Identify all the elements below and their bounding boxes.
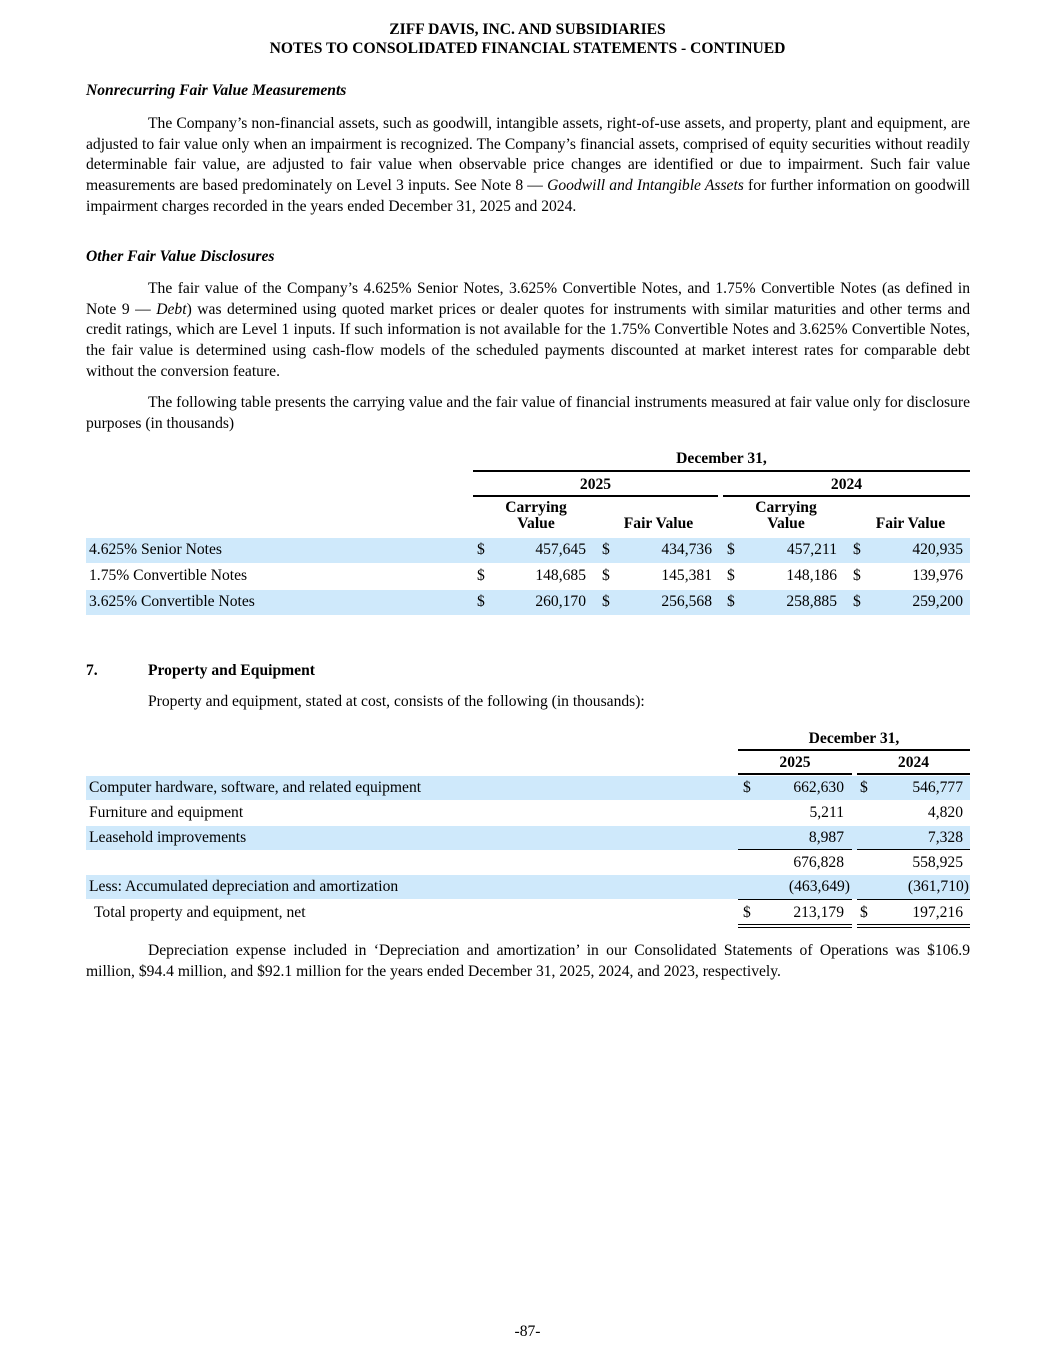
table-row: Computer hardware, software, and related equipment $ 662,630 $ 546,777 <box>86 776 970 800</box>
fv-year-2025: 2025 <box>473 476 718 497</box>
page-number: -87- <box>514 1323 541 1340</box>
depreciation-footnote: Depreciation expense included in ‘Depreciation and amortization’ in our Consolidated Statements of Operations was $106.9 million, $94.4 million, and $92.1 million for the years ended December 31, 2025, 2024, and 2023, respectively. <box>86 942 970 980</box>
table-row: 676,828 558,925 <box>793 854 963 871</box>
table-row: Total property and equipment, net $ 213,179 $ 197,216 <box>94 904 963 921</box>
fv-carrying-value-2025-header: Carrying Value <box>505 499 567 532</box>
other-disclosures-paragraph: The fair value of the Company’s 4.625% Senior Notes, 3.625% Convertible Notes, and 1.75% Convertible Notes (as defined in Note 9 — Debt) was determined using quoted market prices or dealer quotes for instruments with similar maturities and other terms and credit ratings, which are Level 1 inputs. If such information is not available for the 1.75% Convertible Notes and 3.625% Convertible Notes, the fair value is determined using cash-flow models of the scheduled payments discounted at market interest rates for comparable debt without the conversion feature. <box>86 280 970 380</box>
table-row: Furniture and equipment 5,211 4,820 <box>89 804 963 821</box>
ppe-year-2024: 2024 <box>857 754 970 775</box>
subtotal-rule-2025 <box>738 849 852 850</box>
report-header <box>0 21 1055 58</box>
fv-fair-value-2025-header: Fair Value <box>623 515 694 532</box>
table-row: Leasehold improvements 8,987 7,328 <box>86 826 970 850</box>
table-row: Less: Accumulated depreciation and amortization (463,649) (361,710) <box>86 875 970 899</box>
section-number: 7. <box>86 662 98 679</box>
nonrecurring-heading: Nonrecurring Fair Value Measurements <box>86 82 347 99</box>
nonrecurring-paragraph: The Company’s non-financial assets, such as goodwill, intangible assets, right-of-use assets, and property, plant and equipment, are adjusted to fair value only when an impairment is recognized. The Company’s financial assets, comprised of equity securities without readily determinable fair value, are adjusted to fair value when observable price changes are identified or due to impairment. Such fair value measurements are based predominately on Level 3 inputs. See Note 8 — Goodwill and Intangible Assets for further information on goodwill impairment charges recorded in the years ended December 31, 2025 and 2024. <box>86 115 971 215</box>
ppe-intro: Property and equipment, stated at cost, consists of the following (in thousands): <box>148 693 645 710</box>
subtotal-rule-2024 <box>857 849 970 850</box>
ppe-period-header: December 31, <box>738 730 970 751</box>
table-row: 4.625% Senior Notes $ 457,645 $ 434,736 $ 457,211 $ 420,935 <box>86 538 970 563</box>
table-row: 1.75% Convertible Notes $ 148,685 $ 145,381 $ 148,186 $ 139,976 <box>89 567 963 584</box>
total-top-rule-2025 <box>738 899 852 900</box>
fv-carrying-value-2024-header: Carrying Value <box>755 499 817 532</box>
section-subtitle: NOTES TO CONSOLIDATED FINANCIAL STATEMENTS - CONTINUED <box>269 40 786 57</box>
total-top-rule-2024 <box>857 899 970 900</box>
table-row: 3.625% Convertible Notes $ 260,170 $ 256,568 $ 258,885 $ 259,200 <box>86 590 970 615</box>
total-double-rule-2025 <box>738 924 852 928</box>
section-title: Property and Equipment <box>148 662 315 679</box>
fv-fair-value-2024-header: Fair Value <box>875 515 946 532</box>
table-intro-paragraph: The following table presents the carrying value and the fair value of financial instruments measured at fair value only for disclosure purposes (in thousands) <box>86 394 970 432</box>
ppe-year-2025: 2025 <box>738 754 852 775</box>
fv-year-2024: 2024 <box>723 476 970 497</box>
fv-period-header: December 31, <box>473 450 970 472</box>
company-name: ZIFF DAVIS, INC. AND SUBSIDIARIES <box>389 21 666 38</box>
other-disclosures-heading: Other Fair Value Disclosures <box>86 248 275 265</box>
total-double-rule-2024 <box>857 924 970 928</box>
